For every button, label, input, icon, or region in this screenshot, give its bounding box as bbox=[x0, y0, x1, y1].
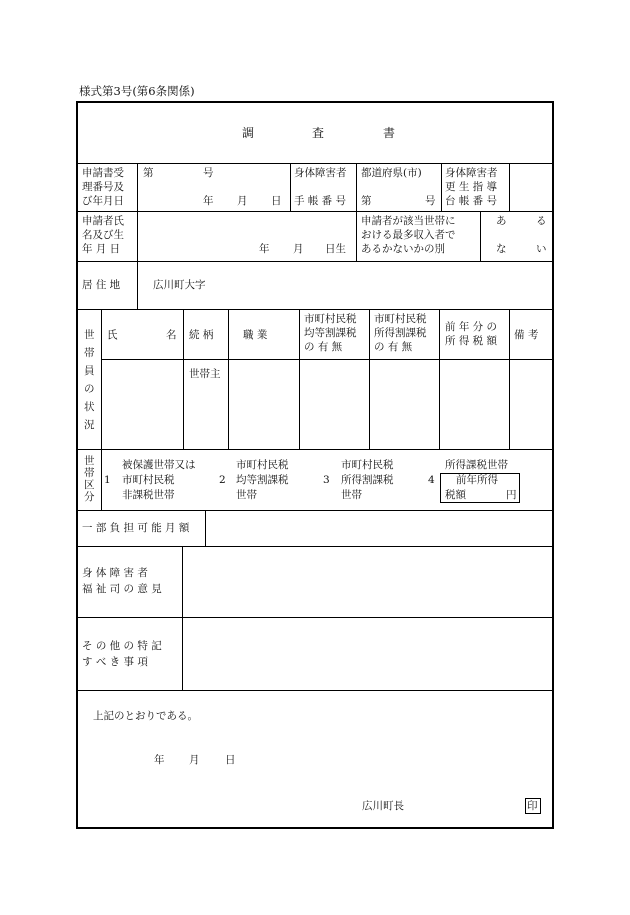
household-side-2: 帯 bbox=[84, 347, 95, 359]
col-tax-2: 所 得 税 額 bbox=[445, 335, 498, 347]
col-shotoku-2: 所得割課税 bbox=[374, 327, 427, 339]
rule-row1-bottom bbox=[77, 211, 553, 212]
rule-v-division bbox=[101, 449, 102, 510]
division-side-3: 区 bbox=[84, 479, 95, 491]
opinion-label-2: 福 祉 司 の 意 見 bbox=[82, 583, 162, 595]
option-yes-1: あ bbox=[496, 215, 507, 227]
rule-division-bottom bbox=[77, 510, 553, 511]
col-shotoku-1: 市町村民税 bbox=[374, 313, 427, 325]
division-side-1: 世 bbox=[84, 455, 95, 467]
rule-notes-bottom bbox=[77, 690, 553, 691]
head-of-household: 世帯主 bbox=[189, 368, 221, 380]
receipt-year: 年 bbox=[203, 195, 214, 207]
rule-v-opinion bbox=[182, 546, 183, 690]
division-opt1-num: 1 bbox=[104, 474, 111, 486]
division-opt3-line2: 所得割課税 bbox=[341, 474, 394, 486]
rule-v-hh-1 bbox=[183, 309, 184, 449]
option-no-2: い bbox=[536, 243, 547, 255]
rule-v-r2 bbox=[480, 211, 481, 261]
option-no-1: な bbox=[496, 243, 507, 255]
seal-mark: 印 bbox=[527, 800, 538, 812]
rule-v-hh-4 bbox=[369, 309, 370, 449]
applicant-label-3: 年 月 日 bbox=[82, 243, 121, 255]
option-yes-2: る bbox=[536, 215, 547, 227]
prefecture-go: 号 bbox=[425, 195, 436, 207]
household-side-1: 世 bbox=[84, 329, 95, 341]
birth-year: 年 bbox=[259, 243, 270, 255]
footer-day: 日 bbox=[225, 754, 236, 766]
division-opt4-num: 4 bbox=[428, 474, 435, 486]
notes-label-2: す べ き 事 項 bbox=[82, 656, 148, 668]
receipt-month: 月 bbox=[237, 195, 248, 207]
guide-label-1: 身体障害者 bbox=[445, 167, 498, 179]
rule-monthly-bottom bbox=[77, 546, 553, 547]
division-opt1-line2: 市町村民税 bbox=[122, 474, 175, 486]
title-char-1: 調 bbox=[242, 126, 255, 140]
rule-v-monthly bbox=[205, 510, 206, 546]
division-opt2-line2: 均等割課税 bbox=[236, 474, 289, 486]
guide-label-2: 更 生 指 導 bbox=[445, 181, 498, 193]
monthly-burden-label: 一 部 負 担 可 能 月 額 bbox=[82, 522, 190, 534]
col-kinto-2: 均等割課税 bbox=[304, 327, 357, 339]
col-shotoku-3: の 有 無 bbox=[374, 341, 413, 353]
signer-name: 広川町長 bbox=[362, 800, 404, 812]
division-opt4-line3: 税額 bbox=[445, 489, 466, 501]
title-char-2: 査 bbox=[312, 126, 325, 140]
title-char-3: 書 bbox=[383, 126, 396, 140]
col-name-1: 氏 bbox=[107, 329, 118, 341]
max-income-question-2: おける最多収入者で bbox=[361, 229, 456, 241]
form-number-label: 様式第3号(第6条関係) bbox=[79, 84, 195, 98]
techo-label-top: 身体障害者 bbox=[294, 167, 347, 179]
rule-v-hh-3 bbox=[299, 309, 300, 449]
col-tax-1: 前 年 分 の bbox=[445, 321, 498, 333]
rule-household-bottom bbox=[77, 449, 553, 450]
applicant-label-1: 申請者氏 bbox=[82, 215, 124, 227]
rule-v-address bbox=[137, 261, 138, 309]
opinion-label-1: 身 体 障 害 者 bbox=[82, 567, 148, 579]
rule-v-hh-side bbox=[101, 309, 102, 449]
footer-month: 月 bbox=[189, 754, 200, 766]
rule-v-hh-2 bbox=[228, 309, 229, 449]
rule-address-bottom bbox=[77, 309, 553, 310]
prefecture-label: 都道府県(市) bbox=[361, 167, 422, 179]
birth-month: 月 bbox=[293, 243, 304, 255]
receipt-label-3: び年月日 bbox=[82, 195, 124, 207]
rule-v-r1d bbox=[509, 163, 510, 211]
col-name-2: 名 bbox=[166, 329, 177, 341]
address-value: 広川町大字 bbox=[153, 279, 206, 291]
applicant-label-2: 名及び生 bbox=[82, 229, 124, 241]
household-side-6: 況 bbox=[84, 419, 95, 431]
birth-day: 日生 bbox=[325, 243, 346, 255]
rule-title-bottom bbox=[77, 163, 553, 164]
household-side-5: 状 bbox=[84, 401, 95, 413]
division-opt1-line3: 非課税世帯 bbox=[122, 489, 175, 501]
receipt-label-2: 理番号及 bbox=[82, 181, 124, 193]
division-opt1-line1: 被保護世帯又は bbox=[122, 459, 196, 471]
division-opt4-line2: 前年所得 bbox=[456, 474, 498, 486]
footer-year: 年 bbox=[154, 754, 165, 766]
rule-v-r1a bbox=[290, 163, 291, 211]
address-label: 居 住 地 bbox=[82, 279, 121, 291]
statement-text: 上記のとおりである。 bbox=[93, 710, 198, 722]
receipt-no-suffix: 号 bbox=[203, 167, 214, 179]
col-note: 備 考 bbox=[514, 329, 539, 341]
rule-v-hh-5 bbox=[439, 309, 440, 449]
rule-opinion-bottom bbox=[77, 617, 553, 618]
rule-household-header-bottom bbox=[101, 359, 553, 360]
division-opt3-num: 3 bbox=[323, 474, 330, 486]
division-opt2-num: 2 bbox=[219, 474, 226, 486]
division-side-2: 帯 bbox=[84, 467, 95, 479]
col-occupation: 職 業 bbox=[243, 329, 268, 341]
col-kinto-1: 市町村民税 bbox=[304, 313, 357, 325]
max-income-question-3: あるかないかの別 bbox=[361, 243, 445, 255]
division-opt3-line1: 市町村民税 bbox=[341, 459, 394, 471]
receipt-label-1: 申請書受 bbox=[82, 167, 124, 179]
techo-label-bottom: 手 帳 番 号 bbox=[294, 195, 347, 207]
rule-v-hh-6 bbox=[509, 309, 510, 449]
household-side-3: 員 bbox=[84, 365, 95, 377]
col-kinto-3: の 有 無 bbox=[304, 341, 343, 353]
division-opt2-line1: 市町村民税 bbox=[236, 459, 289, 471]
division-opt3-line3: 世帯 bbox=[341, 489, 362, 501]
household-side-4: の bbox=[84, 383, 95, 395]
division-opt2-line3: 世帯 bbox=[236, 489, 257, 501]
rule-row2-bottom bbox=[77, 261, 553, 262]
receipt-no-prefix: 第 bbox=[143, 167, 154, 179]
max-income-question-1: 申請者が該当世帯に bbox=[361, 215, 456, 227]
division-side-4: 分 bbox=[84, 491, 95, 503]
rule-v-r1b bbox=[356, 163, 357, 261]
col-relation: 続 柄 bbox=[189, 329, 214, 341]
division-opt4-line1: 所得課税世帯 bbox=[445, 459, 508, 471]
prefecture-dai: 第 bbox=[361, 195, 372, 207]
rule-v-r1c bbox=[441, 163, 442, 211]
receipt-day: 日 bbox=[271, 195, 282, 207]
division-opt4-yen: 円 bbox=[506, 489, 517, 501]
notes-label-1: そ の 他 の 特 記 bbox=[82, 640, 162, 652]
guide-label-3: 台 帳 番 号 bbox=[445, 195, 498, 207]
rule-v-label bbox=[137, 163, 138, 261]
